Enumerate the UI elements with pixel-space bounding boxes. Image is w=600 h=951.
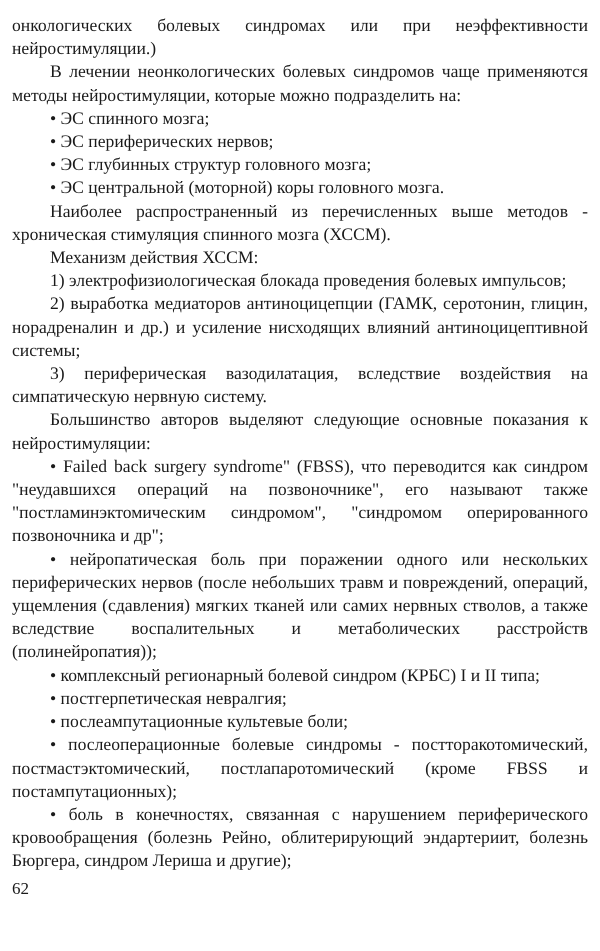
paragraph-mechanism-heading: Механизм действия ХССМ: [50, 247, 259, 268]
indication-post-amputation: • послеампутационные культевые боли; [50, 711, 349, 732]
paragraph-methods-intro: В лечении неонкологических болевых синдромов чаще применяются методы нейростимуляции, которые можно подразделить на: [12, 61, 588, 105]
list-item-motor-cortex: • ЭС центральной (моторной) коры головного мозга. [50, 177, 445, 198]
indication-neuropathic-pain: • нейропатическая боль при поражении одного или нескольких периферических нервов (после небольших травм и повреждений, операций, ущемления (сдавления) мягких тканей или самих нервных стволов, а также вследствие воспалительных и метаболических расстройств (полинейропатия)); [12, 548, 588, 662]
indication-crps: • комплексный регионарный болевой синдром (КРБС) I и II типа; [50, 664, 540, 685]
paragraph-continuation: онкологических болевых синдромах или при неэффективности нейростимуляции.) [12, 15, 588, 59]
list-item-peripheral-nerves: • ЭС периферических нервов; [50, 131, 274, 152]
list-item-spinal-cord: • ЭС спинного мозга; [50, 107, 210, 128]
indication-limb-circulation: • боль в конечностях, связанная с нарушением периферического кровообращения (болезнь Рейно, облитерирующий эндартериит, болезнь Бюргера, синдром Лериша и другие); [12, 803, 588, 871]
indication-fbss: • Failed back surgery syndrome" (FBSS), что переводится как синдром "неудавшихся операций на позвоночнике", его называют также "постламинэктомическим синдромом", "синдромом оперированного позвоночника и др"; [12, 455, 588, 546]
mechanism-item-2: 2) выработка медиаторов антиноцицепции (ГАМК, серотонин, глицин, норадреналин и др.) и усиление нисходящих влияний антиноцицептивной системы; [12, 293, 588, 360]
page-number: 62 [12, 879, 29, 898]
body-text [12, 14, 588, 873]
paragraph-most-common: Наиболее распространенный из перечисленных выше методов - хроническая стимуляция спинного мозга (ХССМ). [12, 200, 588, 244]
indication-post-operative: • послеоперационные болевые синдромы - постторакотомический, постмастэктомический, постлапаротомический (кроме FBSS и постампутационных); [12, 734, 588, 801]
mechanism-item-1: 1) электрофизиологическая блокада проведения болевых импульсов; [50, 270, 567, 291]
list-item-deep-brain: • ЭС глубинных структур головного мозга; [50, 154, 372, 175]
indication-postherpetic: • постгерпетическая невралгия; [50, 687, 287, 708]
paragraph-indications-intro: Большинство авторов выделяют следующие основные показания к нейростимуляции: [12, 409, 588, 453]
mechanism-item-3: 3) периферическая вазодилатация, вследствие воздействия на симпатическую нервную систему. [12, 363, 588, 407]
